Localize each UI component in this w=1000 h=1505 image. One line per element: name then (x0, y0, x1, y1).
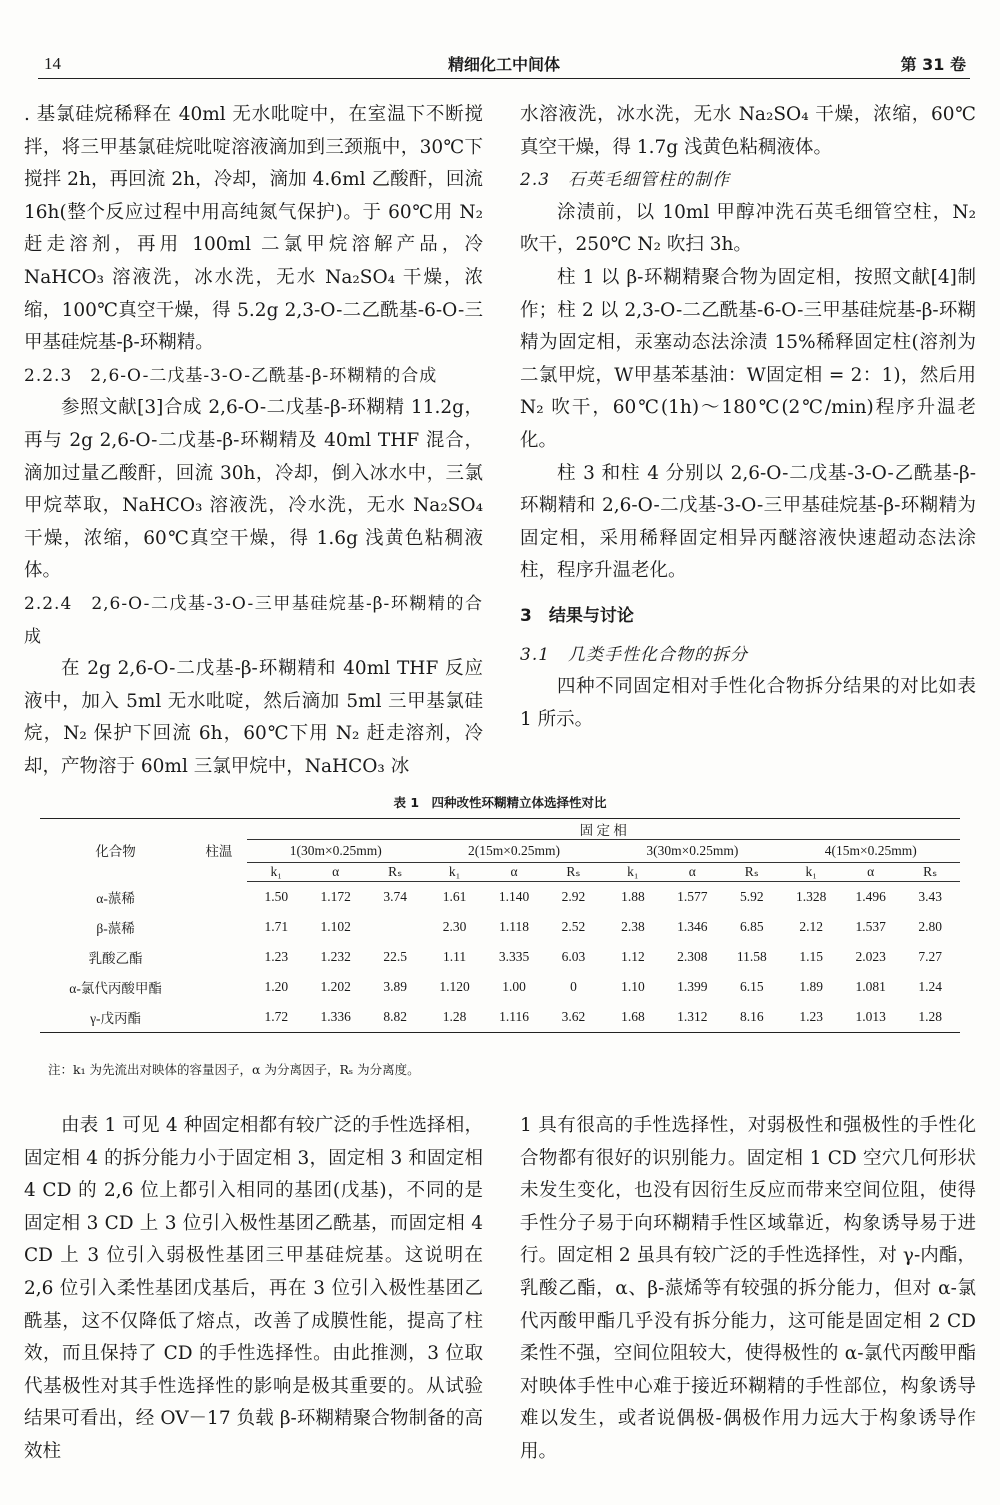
table-cell: 1.172 (320, 889, 351, 904)
table-cell: 1.537 (855, 919, 886, 934)
col-subheader: α (663, 863, 722, 882)
col-header-temp: 柱温 (205, 844, 233, 860)
table-cell: 1.15 (799, 949, 824, 964)
table-row (40, 942, 960, 972)
paragraph: 柱 3 和柱 4 分别以 2,6-O-二戊基-3-O-乙酰基-β-环糊精和 2,6-O-二戊基-3-O-三甲基硅烷基-β-环糊精为固定相，采用稀释固定相异丙醚溶液快速超动态法涂柱，程序升温老化。 (520, 462, 976, 582)
col-subheader: k₁ (603, 863, 662, 882)
compound-name: α-蒎稀 (96, 890, 135, 906)
col-subheader: Rₛ (900, 863, 960, 882)
table-cell: 1.202 (320, 979, 351, 994)
table-cell: 1.20 (264, 979, 289, 994)
table-cell: 1.116 (499, 1009, 529, 1024)
section-heading: 3 结果与讨论 (520, 605, 634, 626)
table-cell: 11.58 (736, 949, 767, 964)
table-cell: 1.89 (799, 979, 824, 994)
col-subheader: k₁ (425, 863, 484, 882)
table-cell: 1.00 (502, 979, 526, 994)
table-cell: 6.03 (561, 949, 586, 964)
table-cell: 1.23 (799, 1009, 824, 1024)
table-cell: 3.74 (383, 889, 407, 904)
table-cell: 2.12 (799, 919, 824, 934)
temp-cell (191, 912, 246, 942)
table-cell: 1.118 (499, 919, 529, 934)
table-cell: 2.80 (918, 919, 942, 934)
table-cell: 2.52 (561, 919, 586, 934)
table-cell: 3.62 (561, 1009, 586, 1024)
table-cell: 6.85 (739, 919, 764, 934)
table-row (40, 882, 960, 913)
col-subheader: k₁ (781, 863, 840, 882)
table-cell: 1.399 (677, 979, 708, 994)
col-subheader: Rₛ (544, 863, 603, 882)
page-number: 14 (44, 54, 61, 73)
table-note: 注：k₁ 为先流出对映体的容量因子，α 为分离因子，Rₛ 为分离度。 (48, 1062, 420, 1077)
table-cell: 1.88 (621, 889, 645, 904)
table-cell: 2.023 (855, 949, 886, 964)
table-cell: 0 (570, 979, 577, 994)
col-header-phase: 3(30m×0.25mm) (603, 840, 781, 863)
table-cell: 1.312 (677, 1009, 708, 1024)
journal-title: 精细化工中间体 (447, 55, 560, 74)
paragraph: 由表 1 可见 4 种固定相都有较广泛的手性选择相，固定相 4 的拆分能力小于固定相 3，固定相 3 和固定相 4 CD 的 2,6 位上都引入相同的基团(戊基)，不同的是固定相 3 CD 上 3 位引入极性基团乙酰基，而固定相 4 CD 上 3 位引入弱极性基团三甲基硅烷基。这说明在 2,6 位引入柔性基团戊基后，再在 3 位引入极性基团乙酰基，这不仅降低了熔点，改善了成膜性能，提高了柱效，而且保持了 CD 的手性选择性。由此推测，3 位取代基极性对其手性选择性的影响是极其重要的。从试验结果可看出，经 OV－17 负载 β-环糊精聚合物制备的高效柱 (24, 1115, 483, 1462)
paragraph: . 基氯硅烷稀释在 40ml 无水吡啶中，在室温下不断搅拌，将三甲基氯硅烷吡啶溶液滴加到三颈瓶中，30℃下搅拌 2h，再回流 2h，冷却，滴加 4.6ml 乙酸酐，回流 16h(整个反应过程中用高纯氮气保护)。于 60℃用 N₂ 赶走溶剂，再用 100ml 二氯甲烷溶解产品，冷 NaHCO₃ 溶液洗，冰水洗，无水 Na₂SO₄ 干燥，浓缩，100℃真空干燥，得 5.2g 2,3-O-二乙酰基-6-O-三甲基硅烷基-β-环糊精。 (24, 104, 483, 354)
paragraph: 1 具有很高的手性选择性，对弱极性和强极性的手性化合物都有很好的识别能力。固定相 1 CD 空穴几何形状未发生变化，也没有因衍生反应而带来空间位阻，使得手性分子易于向环糊精手性区域靠近，构象诱导易于进行。固定相 2 虽具有较广泛的手性选择性，对 γ-内酯，乳酸乙酯，α、β-蒎烯等有较强的拆分能力，但对 α-氯代丙酸甲酯几乎没有拆分能力，这可能是固定相 2 CD 柔性不强，空间位阻较大，使得极性的 α-氯代丙酸甲酯对映体手性中心难于接近环糊精的手性部位，构象诱导难以发生，或者说偶极-偶极作用力远大于构象诱导作用。 (520, 1115, 976, 1462)
table-cell: 2.308 (677, 949, 708, 964)
subsection-heading: 3.1 几类手性化合物的拆分 (520, 644, 749, 665)
left-column-bottom (24, 1110, 483, 1469)
temp-cell (191, 882, 246, 913)
col-subheader: α (841, 863, 900, 882)
paragraph: 在 2g 2,6-O-二戊基-β-环糊精和 40ml THF 反应液中，加入 5ml 无水吡啶，然后滴加 5ml 三甲基氯硅烷，N₂ 保护下回流 6h，60℃下用 N₂ 赶走溶剂，冷却，产物溶于 60ml 三氯甲烷中，NaHCO₃ 冰 (24, 658, 483, 777)
temp-cell (191, 1002, 246, 1033)
table-row (40, 1002, 960, 1033)
paragraph: 柱 1 以 β-环糊精聚合物为固定相，按照文献[4]制作；柱 2 以 2,3-O-二乙酰基-6-O-三甲基硅烷基-β-环糊精为固定相，汞塞动态法涂渍 15%稀释固定柱(溶剂为二氯甲烷，W甲基苯基油：W固定相 = 2：1)，然后用 N₂ 吹干，60℃(1h)～180℃(2℃/min)程序升温老化。 (520, 266, 976, 451)
table-cell: 5.92 (739, 889, 764, 904)
compound-name: β-蒎稀 (96, 921, 135, 936)
paragraph: 参照文献[3]合成 2,6-O-二戊基-β-环糊精 11.2g，再与 2g 2,6-O-二戊基-β-环糊精及 40ml THF 混合，滴加过量乙酸酐，回流 30h，冷却，倒入冰水中，三氯甲烷萃取，NaHCO₃ 溶液洗，冷水洗，无水 Na₂SO₄ 干燥，浓缩，60℃真空干燥，得 1.6g 浅黄色粘稠液体。 (24, 397, 483, 582)
table-caption: 表 1 四种改性环糊精立体选择性对比 (393, 795, 607, 810)
compound-name: α-氯代丙酸甲酯 (69, 981, 162, 996)
table-cell: 1.577 (677, 889, 708, 904)
col-subheader: α (306, 863, 365, 882)
table-cell: 1.68 (621, 1009, 645, 1024)
col-header-compound: 化合物 (95, 844, 136, 860)
table-row (40, 912, 960, 942)
table-cell: 1.232 (320, 949, 351, 964)
table-cell: 1.23 (264, 949, 289, 964)
table-cell: 1.24 (918, 979, 942, 994)
table-cell: 1.336 (320, 1009, 351, 1024)
table-cell: 6.15 (739, 979, 764, 994)
col-subheader: Rₛ (365, 863, 424, 882)
compound-name: γ-戊丙酯 (90, 1011, 142, 1026)
col-header-phase: 2(15m×0.25mm) (425, 840, 603, 863)
right-column-bottom (520, 1110, 976, 1469)
left-column-top (24, 99, 483, 783)
paragraph: 涂渍前，以 10ml 甲醇冲洗石英毛细管空柱，N₂ 吹干，250℃ N₂ 吹扫 3h。 (520, 201, 976, 256)
table-cell: 8.16 (739, 1009, 764, 1024)
volume-label: 第 31 卷 (900, 55, 966, 74)
table-cell: 2.92 (561, 889, 586, 904)
table-cell: 8.82 (383, 1009, 407, 1024)
paragraph: 水溶液洗，冰水洗，无水 Na₂SO₄ 干燥，浓缩，60℃真空干燥，得 1.7g 浅黄色粘稠液体。 (520, 104, 976, 158)
col-header-phase: 4(15m×0.25mm) (781, 840, 960, 863)
table-cell: 1.28 (918, 1009, 942, 1024)
table-cell: 1.71 (264, 919, 289, 934)
table-cell: 3.335 (498, 949, 530, 964)
right-column-top (520, 99, 976, 736)
table-cell: 3.43 (918, 889, 942, 904)
temp-cell (191, 942, 246, 972)
table-cell: 7.27 (918, 949, 942, 964)
table-row (40, 972, 960, 1002)
table-cell: 1.013 (855, 1009, 886, 1024)
subsection-heading: 2.2.4 2,6-O-二戊基-3-O-三甲基硅烷基-β-环糊精的合成 (24, 593, 483, 647)
table-cell: 1.50 (264, 889, 289, 904)
compound-name: 乳酸乙酯 (88, 951, 143, 966)
table-cell: 1.72 (264, 1009, 289, 1024)
col-subheader: α (484, 863, 543, 882)
table-cell: 1.10 (621, 979, 645, 994)
table-cell: 2.38 (621, 919, 645, 934)
page-header (38, 52, 970, 79)
table-cell: 1.120 (439, 979, 470, 994)
subsection-heading: 2.2.3 2,6-O-二戊基-3-O-乙酰基-β-环糊精的合成 (24, 365, 438, 386)
col-group-stationary: 固 定 相 (247, 819, 960, 840)
table-cell: 1.28 (442, 1009, 467, 1024)
col-subheader: Rₛ (722, 863, 781, 882)
paragraph: 四种不同固定相对手性化合物拆分结果的对比如表 1 所示。 (520, 676, 976, 730)
table-cell: 1.081 (855, 979, 886, 994)
col-header-phase: 1(30m×0.25mm) (247, 840, 425, 863)
table-cell: 1.346 (677, 919, 708, 934)
col-subheader: k₁ (247, 863, 306, 882)
table-cell: 1.328 (796, 889, 827, 904)
table-cell: 1.61 (442, 889, 467, 904)
table-cell: 1.140 (498, 889, 530, 904)
table-cell (365, 912, 424, 942)
table-cell: 1.102 (320, 919, 351, 934)
temp-cell (191, 972, 246, 1002)
table-cell: 1.496 (855, 889, 886, 904)
subsection-heading: 2.3 石英毛细管柱的制作 (520, 170, 731, 191)
table-cell: 1.12 (621, 949, 645, 964)
table-cell: 22.5 (383, 949, 407, 964)
table-cell: 2.30 (442, 919, 467, 934)
table-cell: 1.11 (443, 949, 467, 964)
table-cell: 3.89 (383, 979, 407, 994)
stationary-phase-table (40, 818, 960, 1033)
